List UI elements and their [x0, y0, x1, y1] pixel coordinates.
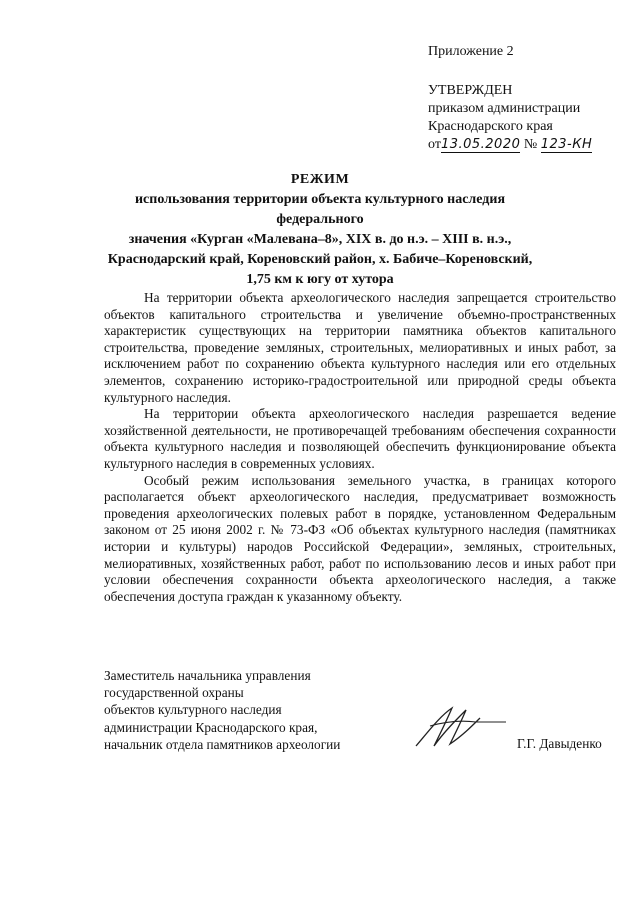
signatory-line-3: объектов культурного наследия [104, 702, 282, 718]
document-title [96, 170, 544, 290]
title-heading: РЕЖИМ [290, 172, 350, 187]
date-prefix: от [428, 137, 441, 152]
approval-line-2: Краснодарского края [428, 119, 553, 134]
paragraph-permitted-activity: На территории объекта археологического наследия разрешается ведение хозяйственной деятельности, не противоречащей требованиям обеспечения сохранности объекта культурного наследия и позволяющей обеспечить функционирование объекта культурного наследия в современных условиях. [104, 406, 616, 471]
signatory-line-2: государственной охраны [104, 685, 244, 701]
signer-name: Г.Г. Давыденко [517, 736, 602, 751]
document-body [104, 290, 616, 605]
number-prefix: № [523, 137, 538, 152]
appendix-label: Приложение 2 [428, 44, 514, 59]
signatory-line-1: Заместитель начальника управления [104, 668, 311, 683]
handwritten-number: 123-КН [540, 137, 593, 152]
paragraph-special-regime: Особый режим использования земельного участка, в границах которого располагается объект археологического наследия, предусматривает возможность проведения археологических полевых работ в порядке, установленном Федеральным законом от 25 июня 2002 г. № 73-ФЗ «Об объектах культурного наследия (памятниках истории и культуры) народов Российской Федерации», земляных, строительных, мелиоративных, хозяйственных работ, работ по использованию лесов и иных работ при условии обеспечения сохранности объекта археологического наследия, а также обеспечения доступа граждан к указанному объекту. [104, 472, 616, 604]
title-line-2: значения «Курган «Малевана–8», XIX в. до н.э. – XIII в. н.э., [128, 232, 512, 247]
title-line-3: Краснодарский край, Кореновский район, х. Бабиче–Кореновский, [107, 252, 533, 267]
handwritten-signature [410, 702, 510, 752]
approval-line-1: приказом администрации [428, 101, 581, 116]
signatory-line-5: начальник отдела памятников археологии [104, 736, 341, 752]
signatory-title [104, 667, 340, 753]
paragraph-prohibitions: На территории объекта археологического наследия запрещается строительство объектов капитального строительства и увеличение объемно-пространственных характеристик существующих на территории памятника объектов капитального строительства, проведение земляных, строительных, мелиоративных и иных работ, за исключением работ по сохранению объекта культурного наследия или его отдельных элементов, сохранению историко-градостроительной или природной среды объекта культурного наследия. [104, 290, 616, 405]
handwritten-date: 13.05.2020 [440, 137, 521, 152]
approval-stamp [428, 82, 592, 154]
signatory-line-4: администрации Краснодарского края, [104, 719, 318, 735]
approval-status: УТВЕРЖДЕН [428, 83, 513, 98]
title-line-1: использования территории объекта культурного наследия федерального [134, 192, 506, 227]
approval-date-line [428, 136, 592, 154]
title-line-4: 1,75 км к югу от хутора [246, 272, 394, 287]
